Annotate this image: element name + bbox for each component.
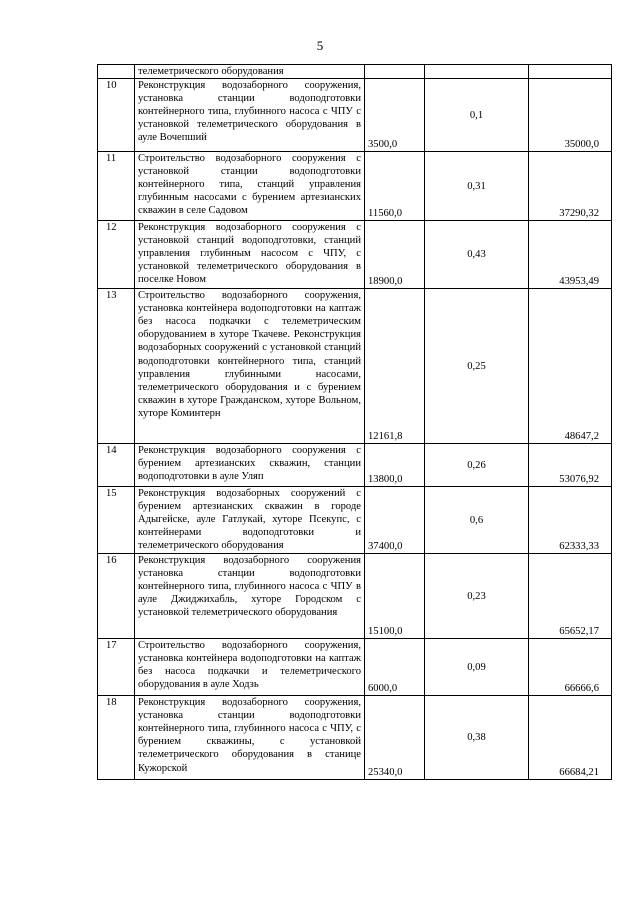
- row-number: 17: [98, 639, 135, 696]
- row-description: Реконструкция водозаборного сооружения установка станции водоподготовки контейнерного типа, глубинного насоса с ЧПУ в ауле Джиджихабль, хуторе Городском с установкой телеметрического оборудования: [135, 554, 365, 639]
- table-row: [98, 444, 612, 487]
- row-number: 12: [98, 221, 135, 289]
- row-amount: 0,43: [425, 221, 529, 289]
- cell-num: [98, 65, 135, 79]
- row-capacity: 12161,8: [365, 289, 425, 444]
- row-total: 53076,92: [529, 444, 612, 487]
- row-number: 14: [98, 444, 135, 487]
- row-capacity: 15100,0: [365, 554, 425, 639]
- row-description: Строительство водозаборного сооружения, установка контейнера водоподготовки на каптаж без насоса подкачки и телеметрического оборудования в ауле Ходзь: [135, 639, 365, 696]
- row-description: Реконструкция водозаборного сооружения с бурением артезианских скважин, станции водоподготовки в ауле Уляп: [135, 444, 365, 487]
- table-row: [98, 696, 612, 780]
- row-description: Реконструкция водозаборных сооружений с бурением артезианских скважин в городе Адыгейске, ауле Гатлукай, хуторе Псекупс, с контейнерами водоподготовки и телеметрического оборудования: [135, 487, 365, 554]
- row-number: 10: [98, 79, 135, 152]
- row-number: 18: [98, 696, 135, 780]
- row-amount: 0,38: [425, 696, 529, 780]
- row-total: 37290,32: [529, 152, 612, 221]
- row-number: 16: [98, 554, 135, 639]
- table-row: [98, 487, 612, 554]
- table-row: [98, 554, 612, 639]
- row-number: 13: [98, 289, 135, 444]
- row-total: 62333,33: [529, 487, 612, 554]
- row-description: Реконструкция водозаборного сооружения, установка станции водоподготовки контейнерного типа, глубинного насоса с ЧПУ с установкой телеметрического оборудования в ауле Вочепший: [135, 79, 365, 152]
- row-description: Реконструкция водозаборного сооружения, установка станции водоподготовки контейнерного типа, глубинного насоса с ЧПУ, с бурением скважины, с установкой телеметрического оборудования в станице Кужорской: [135, 696, 365, 780]
- page-number: 5: [316, 38, 324, 53]
- row-total: 43953,49: [529, 221, 612, 289]
- cell-total: [529, 65, 612, 79]
- table-row: [98, 79, 612, 152]
- row-total: 35000,0: [529, 79, 612, 152]
- row-description: Строительство водозаборного сооружения с установкой станции водоподготовки контейнерного типа, станций управления глубинным насосами с бурением артезианских скважин в селе Садовом: [135, 152, 365, 221]
- row-capacity: 18900,0: [365, 221, 425, 289]
- row-capacity: 11560,0: [365, 152, 425, 221]
- table-row: [98, 289, 612, 444]
- cell-description: телеметрического оборудования: [135, 65, 365, 79]
- table-row: [98, 639, 612, 696]
- row-amount: 0,23: [425, 554, 529, 639]
- row-capacity: 13800,0: [365, 444, 425, 487]
- row-number: 15: [98, 487, 135, 554]
- row-total: 66684,21: [529, 696, 612, 780]
- row-number: 11: [98, 152, 135, 221]
- row-description: Строительство водозаборного сооружения, установка контейнера водоподготовки на каптаж без насоса подкачки с телеметрическим оборудованием в хуторе Ткачеве. Реконструкция водозаборных сооружений с установкой станций водоподготовки контейнерного типа, станций управления глубинными насосами, телеметрического оборудования и с бурением скважин в хуторе Гражданском, хуторе Вольном, хуторе Коминтерн: [135, 289, 365, 444]
- row-total: 48647,2: [529, 289, 612, 444]
- row-capacity: 3500,0: [365, 79, 425, 152]
- row-amount: 0,1: [425, 79, 529, 152]
- document-table: [97, 64, 612, 780]
- table-row-continuation: [98, 65, 612, 79]
- row-total: 66666,6: [529, 639, 612, 696]
- row-capacity: 25340,0: [365, 696, 425, 780]
- row-capacity: 6000,0: [365, 639, 425, 696]
- row-amount: 0,09: [425, 639, 529, 696]
- table-row: [98, 221, 612, 289]
- cell-amount: [425, 65, 529, 79]
- row-amount: 0,25: [425, 289, 529, 444]
- row-total: 65652,17: [529, 554, 612, 639]
- row-amount: 0,26: [425, 444, 529, 487]
- row-amount: 0,6: [425, 487, 529, 554]
- row-capacity: 37400,0: [365, 487, 425, 554]
- cell-capacity: [365, 65, 425, 79]
- row-amount: 0,31: [425, 152, 529, 221]
- row-description: Реконструкция водозаборного сооружения с установкой станций водоподготовки, станций управления глубинным насосом с ЧПУ, с установкой телеметрического оборудования в поселке Новом: [135, 221, 365, 289]
- table-row: [98, 152, 612, 221]
